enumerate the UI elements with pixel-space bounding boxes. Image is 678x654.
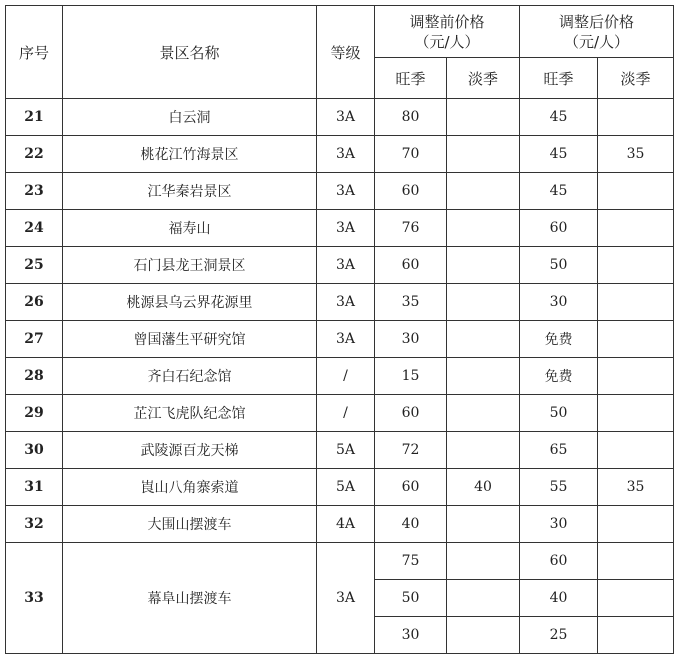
cell-before-off: [447, 432, 520, 469]
header-after-line2: （元/人）: [563, 32, 630, 51]
cell-after-peak: 55: [520, 469, 598, 506]
cell-seq: 23: [6, 173, 63, 210]
cell-after-off: [598, 432, 674, 469]
cell-seq: 21: [6, 99, 63, 136]
header-grade: 等级: [317, 6, 375, 99]
cell-after-off: [598, 173, 674, 210]
cell-seq: 26: [6, 284, 63, 321]
cell-before-off: [447, 210, 520, 247]
header-after: [520, 6, 674, 58]
cell-grade: 5A: [317, 432, 375, 469]
cell-grade: 3A: [317, 543, 375, 654]
cell-after-off: [598, 99, 674, 136]
cell-before-off: [447, 543, 520, 580]
cell-after-peak: 60: [520, 543, 598, 580]
cell-before-peak: 60: [375, 173, 447, 210]
cell-after-peak: 60: [520, 210, 598, 247]
cell-name: 武陵源百龙天梯: [63, 432, 317, 469]
cell-before-peak: 40: [375, 506, 447, 543]
cell-after-peak: 65: [520, 432, 598, 469]
cell-before-off: [447, 580, 520, 617]
header-before: [375, 6, 520, 58]
cell-before-peak: 15: [375, 358, 447, 395]
header-after-off: 淡季: [598, 58, 674, 99]
cell-grade: 3A: [317, 173, 375, 210]
price-table-container: [5, 5, 674, 654]
cell-after-off: [598, 247, 674, 284]
cell-name: 石门县龙王洞景区: [63, 247, 317, 284]
cell-after-off: [598, 210, 674, 247]
cell-after-peak: 30: [520, 506, 598, 543]
cell-name: 大围山摆渡车: [63, 506, 317, 543]
cell-name: 桃源县乌云界花源里: [63, 284, 317, 321]
cell-grade: /: [317, 358, 375, 395]
cell-grade: 3A: [317, 210, 375, 247]
cell-seq: 22: [6, 136, 63, 173]
cell-before-peak: 30: [375, 617, 447, 654]
cell-seq: 28: [6, 358, 63, 395]
cell-seq: 24: [6, 210, 63, 247]
cell-grade: 3A: [317, 284, 375, 321]
table-row-group: [6, 543, 674, 580]
cell-after-off: [598, 395, 674, 432]
header-name: 景区名称: [63, 6, 317, 99]
cell-grade: 3A: [317, 247, 375, 284]
cell-grade: 4A: [317, 506, 375, 543]
table-row: [6, 506, 674, 543]
cell-name: 芷江飞虎队纪念馆: [63, 395, 317, 432]
cell-before-peak: 60: [375, 247, 447, 284]
table-row: [6, 284, 674, 321]
cell-name: 崀山八角寨索道: [63, 469, 317, 506]
table-row: [6, 395, 674, 432]
table-row: [6, 432, 674, 469]
header-after-peak: 旺季: [520, 58, 598, 99]
cell-after-peak: 25: [520, 617, 598, 654]
table-row: [6, 99, 674, 136]
table-row: [6, 173, 674, 210]
cell-after-peak: 40: [520, 580, 598, 617]
cell-seq: 29: [6, 395, 63, 432]
header-before-line2: （元/人）: [414, 32, 480, 51]
cell-before-off: [447, 395, 520, 432]
cell-before-peak: 70: [375, 136, 447, 173]
cell-grade: 5A: [317, 469, 375, 506]
cell-before-off: 40: [447, 469, 520, 506]
cell-after-peak: 50: [520, 395, 598, 432]
cell-before-peak: 60: [375, 395, 447, 432]
cell-after-off: 35: [598, 469, 674, 506]
cell-name: 福寿山: [63, 210, 317, 247]
table-row: [6, 136, 674, 173]
price-table: [5, 5, 674, 654]
header-seq: 序号: [6, 6, 63, 99]
cell-before-off: [447, 358, 520, 395]
cell-grade: 3A: [317, 99, 375, 136]
cell-name: 桃花江竹海景区: [63, 136, 317, 173]
cell-before-peak: 35: [375, 284, 447, 321]
table-row: [6, 210, 674, 247]
cell-grade: /: [317, 395, 375, 432]
cell-after-off: 35: [598, 136, 674, 173]
cell-seq: 25: [6, 247, 63, 284]
cell-name: 齐白石纪念馆: [63, 358, 317, 395]
cell-before-off: [447, 506, 520, 543]
cell-before-off: [447, 136, 520, 173]
cell-before-off: [447, 247, 520, 284]
cell-after-peak: 免费: [520, 321, 598, 358]
cell-after-peak: 45: [520, 136, 598, 173]
cell-after-off: [598, 506, 674, 543]
cell-after-peak: 免费: [520, 358, 598, 395]
cell-before-peak: 60: [375, 469, 447, 506]
header-before-off: 淡季: [447, 58, 520, 99]
cell-before-peak: 76: [375, 210, 447, 247]
cell-seq: 33: [6, 543, 63, 654]
cell-before-off: [447, 321, 520, 358]
cell-name: 曾国藩生平研究馆: [63, 321, 317, 358]
cell-after-peak: 45: [520, 99, 598, 136]
header-before-peak: 旺季: [375, 58, 447, 99]
cell-seq: 30: [6, 432, 63, 469]
cell-before-peak: 80: [375, 99, 447, 136]
cell-after-off: [598, 617, 674, 654]
cell-grade: 3A: [317, 136, 375, 173]
cell-grade: 3A: [317, 321, 375, 358]
table-row: [6, 358, 674, 395]
cell-seq: 27: [6, 321, 63, 358]
cell-after-peak: 50: [520, 247, 598, 284]
cell-name: 幕阜山摆渡车: [63, 543, 317, 654]
cell-after-off: [598, 543, 674, 580]
header-before-line1: 调整前价格: [409, 12, 485, 31]
cell-before-peak: 30: [375, 321, 447, 358]
cell-before-off: [447, 99, 520, 136]
cell-seq: 31: [6, 469, 63, 506]
cell-before-off: [447, 173, 520, 210]
cell-before-peak: 72: [375, 432, 447, 469]
cell-before-off: [447, 617, 520, 654]
cell-after-off: [598, 358, 674, 395]
cell-after-off: [598, 580, 674, 617]
cell-after-peak: 45: [520, 173, 598, 210]
table-row: [6, 321, 674, 358]
table-row: [6, 469, 674, 506]
table-row: [6, 247, 674, 284]
cell-after-off: [598, 284, 674, 321]
cell-after-peak: 30: [520, 284, 598, 321]
cell-name: 白云洞: [63, 99, 317, 136]
cell-before-peak: 75: [375, 543, 447, 580]
cell-seq: 32: [6, 506, 63, 543]
cell-before-off: [447, 284, 520, 321]
cell-after-off: [598, 321, 674, 358]
header-after-line1: 调整后价格: [559, 12, 635, 31]
cell-name: 江华秦岩景区: [63, 173, 317, 210]
cell-before-peak: 50: [375, 580, 447, 617]
